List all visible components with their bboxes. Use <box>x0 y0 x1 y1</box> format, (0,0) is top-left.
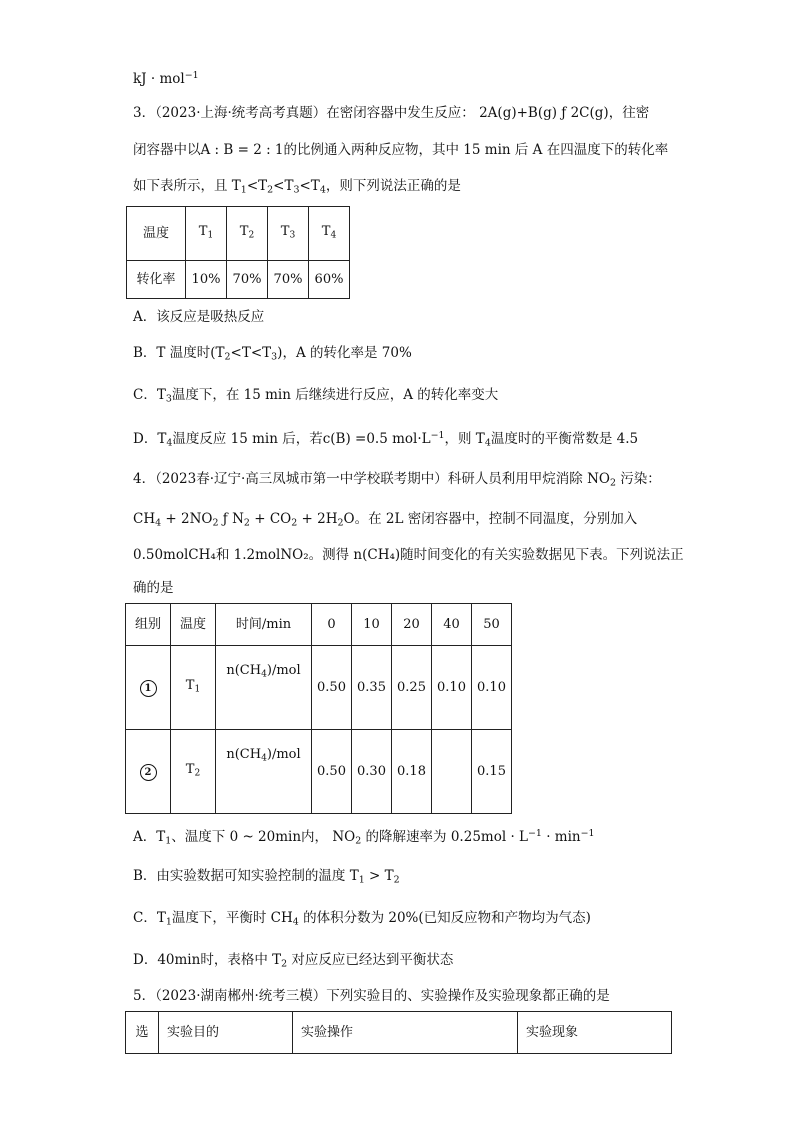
sub: 2 <box>281 958 288 970</box>
cell-text: n(CH <box>226 663 262 678</box>
sub: 3 <box>165 393 172 405</box>
unit-text: kJ · mol <box>133 71 185 88</box>
eq-part: ƒ N <box>218 511 244 527</box>
table-header-cell: 选 <box>126 1012 159 1054</box>
opt-text: D．40min时，表格中 T <box>133 952 282 968</box>
sup: −1 <box>430 430 445 441</box>
opt-text: 的体积分数为 20%(已知反应物和产物均为气态) <box>298 910 591 926</box>
table-cell: 0.10 <box>432 646 472 730</box>
sub: 1 <box>207 230 214 241</box>
opt-text: NO <box>332 829 356 846</box>
table-cell <box>171 730 216 814</box>
table-cell: 70% <box>227 261 268 299</box>
q3-option-c <box>133 385 498 409</box>
sub: 1 <box>240 184 247 196</box>
sub: 2 <box>609 477 616 489</box>
q4-stem-line3: 0.50molCH₄和 1.2molNO₂。测得 n(CH₄)随时间变化的有关实验数据见下表。下列说法正 <box>133 547 684 563</box>
eq-part: + 2H <box>297 511 338 527</box>
table-cell: 0.30 <box>352 730 392 814</box>
q3-equation: 2A(g)+B(g) ƒ 2C(g) <box>479 105 609 121</box>
table-cell: 0.25 <box>392 646 432 730</box>
sup: −1 <box>580 828 595 839</box>
table-cell: 温度 <box>127 207 186 261</box>
table-row <box>126 604 512 646</box>
sub: 3 <box>293 184 300 196</box>
table-row <box>126 646 512 730</box>
sub: 2 <box>243 517 250 529</box>
table-cell: 0.10 <box>472 646 512 730</box>
sub: 1 <box>358 874 365 886</box>
q3-line3-e: ，则下列说法正确的是 <box>325 178 461 194</box>
table-cell <box>126 646 171 730</box>
table-cell: 0.18 <box>392 730 432 814</box>
q3-source: （2023·上海·统考高考真题） <box>155 105 327 121</box>
table-cell <box>216 730 312 814</box>
opt-text: · min <box>541 829 581 846</box>
q5-stem-text: 下列实验目的、实验操作及实验现象都正确的是 <box>326 988 610 1004</box>
cell-text: T <box>239 223 249 239</box>
q4-option-b <box>133 866 400 890</box>
opt-text: D．T <box>133 431 167 448</box>
opt-text: C．T <box>133 910 166 926</box>
table-row <box>126 730 512 814</box>
sub: 2 <box>212 517 219 529</box>
opt-text: 的降解速率为 0.25mol · L <box>361 829 528 846</box>
q4-stem-line4: 确的是 <box>133 580 174 596</box>
opt-text: 温度下，在 15 min 后继续进行反应，A 的转化率变大 <box>171 387 499 403</box>
table-cell <box>126 730 171 814</box>
q4-option-a <box>133 824 595 852</box>
sup: −1 <box>528 828 542 839</box>
circled-number: 1 <box>140 680 157 697</box>
opt-text: A．T <box>133 829 166 846</box>
sub: 4 <box>261 669 267 680</box>
sub: 2 <box>224 351 231 363</box>
opt-text: 温度时的平衡常数是 4.5 <box>490 431 639 448</box>
sub: 4 <box>319 184 326 196</box>
table-header-cell: 0 <box>312 604 352 646</box>
opt-text: 对应反应已经达到平衡状态 <box>287 952 454 968</box>
q5-table <box>125 1011 672 1054</box>
table-header-cell: 实验操作 <box>293 1012 518 1054</box>
sub: 4 <box>484 437 491 449</box>
q3-option-a: A．该反应是吸热反应 <box>133 309 265 325</box>
q3-stem-a: 在密闭容器中发生反应： <box>326 105 475 121</box>
table-cell <box>186 207 227 261</box>
q3-stem-line3 <box>133 176 461 200</box>
q4-stem-c: 。在 2L 密闭容器中，控制不同温度，分别加入 <box>354 511 638 527</box>
table-row <box>127 261 350 299</box>
cell-text: T <box>185 677 195 693</box>
q4-option-c <box>133 908 591 932</box>
table-cell: 70% <box>268 261 309 299</box>
opt-text: <T<T <box>230 345 272 361</box>
eq-part: CH <box>133 511 156 527</box>
unit-sup: −1 <box>184 70 199 81</box>
cell-text: n(CH <box>226 747 262 762</box>
circled-number: 2 <box>140 764 157 781</box>
opt-text: 温度反应 15 min 后，若c(B) =0.5 mol·L <box>172 431 431 448</box>
sub: 2 <box>393 874 400 886</box>
q3-stem-line2: 闭容器中以A : B = 2 : 1的比例通入两种反应物，其中 15 min 后 A 在四温度下的转化率 <box>133 142 669 158</box>
cell-text: T <box>198 223 208 239</box>
q5-number: 5． <box>133 988 156 1004</box>
q3-stem-b: ，往密 <box>608 105 650 121</box>
table-cell: 0.50 <box>312 730 352 814</box>
table-cell <box>432 730 472 814</box>
opt-text: )，A 的转化率是 70% <box>277 345 412 361</box>
sub: 2 <box>194 768 201 779</box>
sub: 2 <box>267 184 274 196</box>
sub: 3 <box>271 351 278 363</box>
opt-text: 、温度下 0 ~ 20min内， <box>171 829 329 846</box>
table-header-cell: 40 <box>432 604 472 646</box>
table-cell <box>171 646 216 730</box>
q4-stem-line1 <box>133 469 661 493</box>
q3-line3-b: <T <box>246 178 268 194</box>
table-row <box>127 207 350 261</box>
q4-source: （2023春·辽宁·高三凤城市第一中学校联考期中） <box>155 471 448 487</box>
table-header-cell: 实验目的 <box>159 1012 293 1054</box>
cell-text: T <box>280 223 290 239</box>
sub: 4 <box>155 517 162 529</box>
sub: 1 <box>194 684 201 695</box>
opt-text: 温度下，平衡时 CH <box>171 910 293 926</box>
sub: 2 <box>291 517 298 529</box>
eq-part: + 2NO <box>161 511 213 527</box>
q3-table <box>126 206 350 299</box>
q3-line3-c: <T <box>273 178 294 194</box>
table-cell: 转化率 <box>127 261 186 299</box>
table-cell <box>268 207 309 261</box>
q3-option-b <box>133 343 412 367</box>
sub: 3 <box>289 230 296 241</box>
opt-text: ，则 T <box>444 431 485 448</box>
q4-stem-a: 科研人员利用甲烷消除 NO <box>447 471 610 487</box>
q4-stem-line2 <box>133 509 637 533</box>
eq-part: + CO <box>249 511 292 527</box>
cell-text: )/mol <box>266 747 301 762</box>
sub: 1 <box>165 835 172 847</box>
sub: 4 <box>330 230 337 241</box>
sub: 2 <box>337 517 344 529</box>
cell-text: T <box>321 223 331 239</box>
sub: 4 <box>292 916 299 928</box>
table-cell: 60% <box>309 261 350 299</box>
table-header-cell: 20 <box>392 604 432 646</box>
opt-text: B．由实验数据可知实验控制的温度 T <box>133 868 359 884</box>
q4-option-d <box>133 950 453 974</box>
q3-option-d <box>133 426 638 454</box>
opt-text: > T <box>364 868 394 884</box>
table-header-cell: 实验现象 <box>518 1012 672 1054</box>
sub: 2 <box>355 835 362 847</box>
opt-text: C．T <box>133 387 166 403</box>
sub: 4 <box>166 437 173 449</box>
q3-line3-a: 如下表所示，且 T <box>133 178 241 194</box>
table-header-cell: 时间/min <box>216 604 312 646</box>
q3-stem-line1 <box>133 103 649 123</box>
q3-number: 3． <box>133 105 156 121</box>
q5-source: （2023·湖南郴州·统考三模） <box>155 988 327 1004</box>
table-cell <box>309 207 350 261</box>
table-header-cell: 组别 <box>126 604 171 646</box>
cell-text: T <box>185 761 195 777</box>
table-header-cell: 温度 <box>171 604 216 646</box>
table-header-cell: 50 <box>472 604 512 646</box>
q4-number: 4． <box>133 471 156 487</box>
header-unit <box>133 66 199 89</box>
q4-stem-b: 污染： <box>615 471 661 487</box>
table-cell: 10% <box>186 261 227 299</box>
sub: 1 <box>165 916 172 928</box>
table-row <box>126 1012 672 1054</box>
q4-table <box>125 603 512 814</box>
table-header-cell: 10 <box>352 604 392 646</box>
table-cell <box>227 207 268 261</box>
q5-stem <box>133 986 610 1006</box>
cell-text: )/mol <box>266 663 301 678</box>
sub: 4 <box>261 753 267 764</box>
table-cell: 0.50 <box>312 646 352 730</box>
q3-line3-d: <T <box>299 178 320 194</box>
opt-text: B．T 温度时(T <box>133 345 225 361</box>
table-cell <box>216 646 312 730</box>
table-cell: 0.15 <box>472 730 512 814</box>
table-cell: 0.35 <box>352 646 392 730</box>
eq-part: O <box>343 511 355 527</box>
sub: 2 <box>248 230 255 241</box>
